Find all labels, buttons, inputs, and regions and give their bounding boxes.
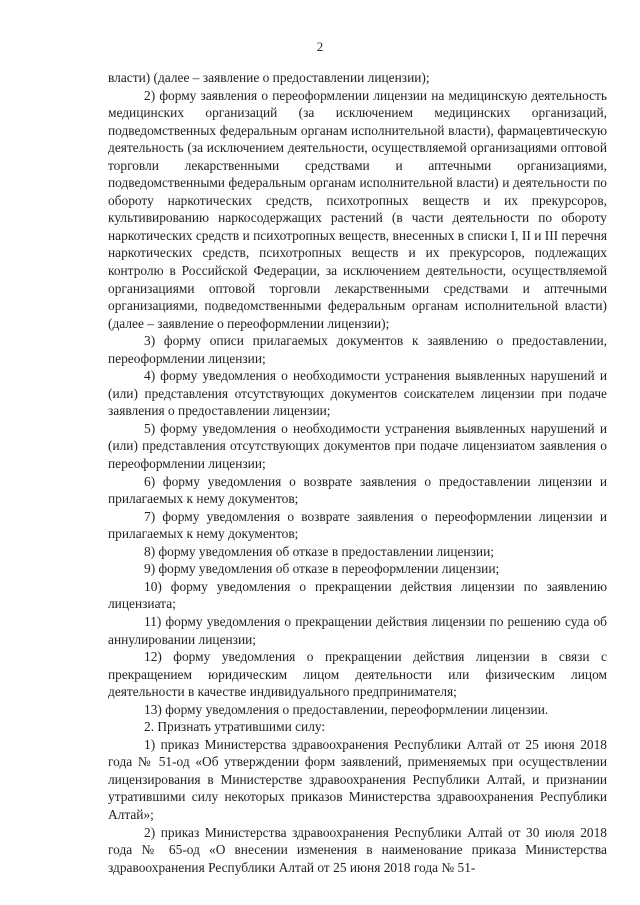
paragraph: 5) форму уведомления о необходимости устранения выявленных нарушений и (или) представления отсутствующих документов при подаче лицензиатом заявления о переоформлении лицензии; — [108, 420, 607, 472]
paragraph: 7) форму уведомления о возврате заявления о переоформлении лицензии и прилагаемых к нему документов; — [108, 508, 607, 542]
paragraph: 9) форму уведомления об отказе в переоформлении лицензии; — [144, 561, 500, 577]
paragraph: 2) приказ Министерства здравоохранения Республики Алтай от 30 июля 2018 года № 65-од «О внесении изменения в наименование приказа Министерства здравоохранения Республики Алтай от 25 июня 2018 года № 51- — [108, 824, 607, 875]
paragraph: 6) форму уведомления о возврате заявления о предоставлении лицензии и прилагаемых к нему документов; — [108, 473, 607, 507]
paragraph: 3) форму описи прилагаемых документов к заявлению о предоставлении, переоформлении лицензии; — [108, 333, 607, 366]
paragraph: 13) форму уведомления о предоставлении, переоформлении лицензии. — [144, 701, 549, 717]
paragraph: 2. Признать утратившими силу: — [144, 719, 326, 735]
page-number: 2 — [316, 39, 324, 54]
paragraph: 12) форму уведомления о прекращении действия лицензии в связи с прекращением юридическим лицом деятельности или физическим лицом деятельности в качестве индивидуального предпринимателя; — [108, 649, 607, 700]
document-body — [108, 69, 607, 876]
paragraph: 11) форму уведомления о прекращении действия лицензии по решению суда об аннулировании лицензии; — [108, 613, 607, 647]
paragraph: 1) приказ Министерства здравоохранения Республики Алтай от 25 июня 2018 года № 51-од «Об утверждении форм заявлений, применяемых при осуществлении лицензирования в Министерстве здравоохранения Республики Алтай, и признании утратившими силу некоторых приказов Министерства здравоохранения Республики Алтай»; — [108, 736, 607, 822]
paragraph: 2) форму заявления о переоформлении лицензии на медицинскую деятельность медицинских организаций (за исключением медицинских организаций, подведомственных федеральным органам исполнительной власти), фармацевтическую деятельность (за исключением деятельности, осуществляемой организациями оптовой торговли лекарственными средствами и аптечными организациями, подведомственными федеральным органам исполнительной власти) и деятельности по обороту наркотических средств, психотропных веществ и их прекурсоров, культивированию наркосодержащих растений (в части деятельности по обороту наркотических средств и психотропных веществ, внесенных в списки I, II и III перечня наркотических средств, психотропных веществ и их прекурсоров, подлежащих контролю в Российской Федерации, за исключением деятельности, осуществляемой организациями оптовой торговли лекарственными средствами и аптечными организациями, подведомственными федеральным органам исполнительной власти) (далее – заявление о переоформлении лицензии); — [108, 87, 607, 331]
paragraph: 8) форму уведомления об отказе в предоставлении лицензии; — [144, 543, 494, 559]
paragraph: 10) форму уведомления о прекращении действия лицензии по заявлению лицензиата; — [108, 578, 607, 612]
paragraph: власти) (далее – заявление о предоставлении лицензии); — [108, 70, 430, 85]
paragraph: 4) форму уведомления о необходимости устранения выявленных нарушений и (или) представления отсутствующих документов соискателем лицензии при подаче заявления о предоставлении лицензии; — [108, 368, 607, 419]
